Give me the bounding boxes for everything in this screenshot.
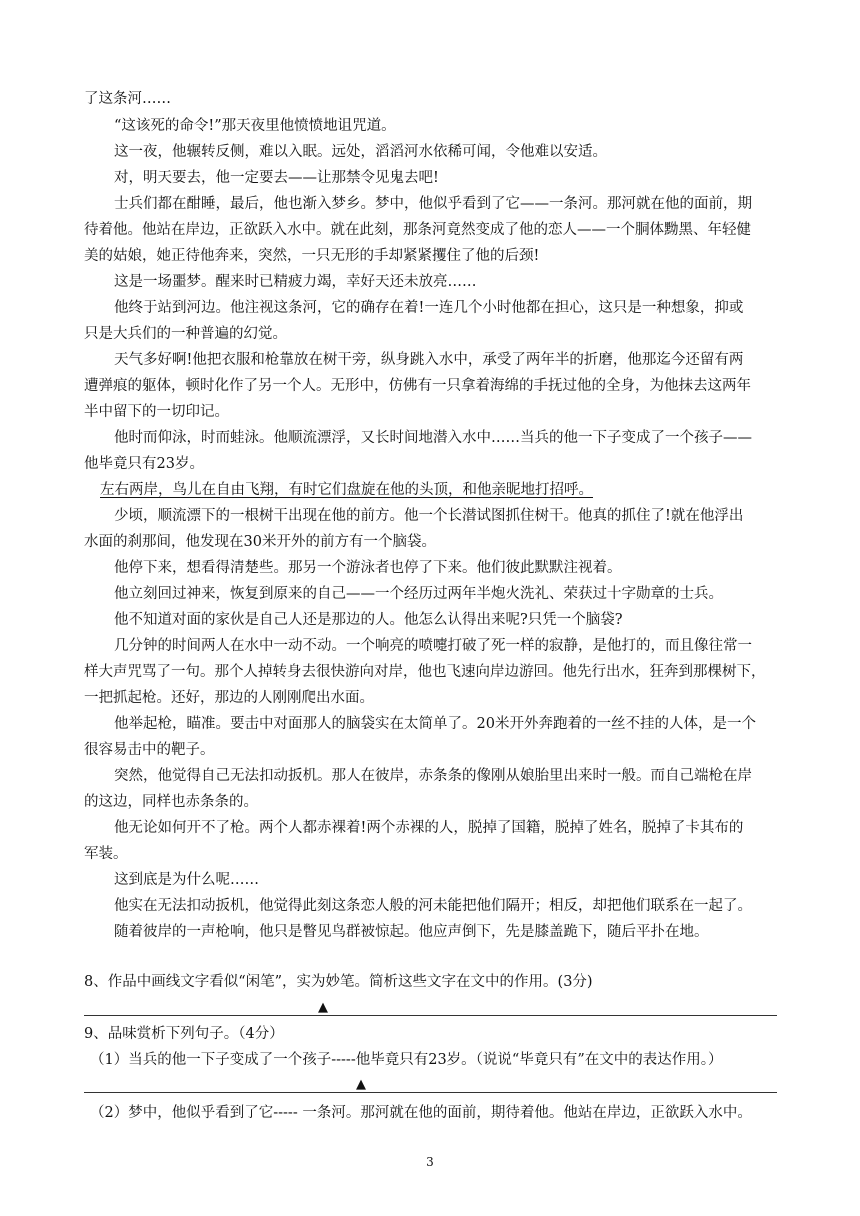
story-line: 他停下来，想看得清楚些。那另一个游泳者也停了下来。他们彼此默默注视着。	[114, 560, 622, 576]
story-line: 他举起枪，瞄准。要击中对面那人的脑袋实在太简单了。20米开外奔跑着的一丝不挂的人体，是一个	[114, 716, 756, 732]
story-line: 对，明天要去，他一定要去——让那禁令见鬼去吧!	[114, 170, 439, 186]
question-9-1: （1）当兵的他一下子变成了一个孩子-----他毕竟只有23岁。（说说“毕竟只有”在文中的表达作用。）	[90, 1052, 723, 1068]
story-line: 这到底是为什么呢……	[114, 872, 259, 888]
story-line: 他立刻回过神来，恢复到原来的自己——一个经历过两年半炮火洗礼、荣获过十字勋章的士兵。	[114, 586, 723, 602]
story-line: 很容易击中的靶子。	[84, 742, 215, 758]
story-line: 待着他。他站在岸边，正欲跃入水中。就在此刻，那条河竟然变成了他的恋人——一个胴体黝黑、年轻健	[84, 222, 751, 238]
story-line: 的这边，同样也赤条条的。	[84, 794, 258, 810]
story-line: 样大声咒骂了一句。那个人掉转身去很快游向对岸，他也飞速向岸边游回。他先行出水，狂奔到那棵树下，	[84, 664, 766, 680]
story-line: 他无论如何开不了枪。两个人都赤裸着!两个赤裸的人，脱掉了国籍，脱掉了姓名，脱掉了卡其布的	[114, 820, 744, 836]
answer-line[interactable]	[84, 1015, 777, 1016]
story-line: 士兵们都在酣睡，最后，他也渐入梦乡。梦中，他似乎看到了它——一条河。那河就在他的面前，期	[114, 196, 752, 212]
underlined-passage: 左右两岸，鸟儿在自由飞翔，有时它们盘旋在他的头顶，和他亲昵地打招呼。	[100, 482, 593, 498]
story-line: 这一夜，他辗转反侧，难以入眠。远处，滔滔河水依稀可闻，令他难以安适。	[114, 144, 607, 160]
story-line: 了这条河……	[84, 91, 171, 107]
question-9-2: （2）梦中，他似乎看到了它----- 一条河。那河就在他的面前，期待着他。他站在岸边，正欲跃入水中。	[90, 1105, 752, 1121]
story-line: 美的姑娘，她正待他奔来，突然，一只无形的手却紧紧攫住了他的后颈!	[84, 248, 540, 264]
story-line: 他毕竟只有23岁。	[84, 456, 204, 472]
question-9: 9、品味赏析下列句子。（4分）	[84, 1026, 284, 1042]
story-line: 少顷，顺流漂下的一根树干出现在他的前方。他一个长潜试图抓住树干。他真的抓住了!就在他浮出	[114, 508, 744, 524]
answer-marker-icon: ▲	[356, 1077, 366, 1092]
story-line: 天气多好啊!他把衣服和枪靠放在树干旁，纵身跳入水中，承受了两年半的折磨，他那迄今还留有两	[114, 352, 744, 368]
story-line: 水面的刹那间，他发现在30米开外的前方有一个脑袋。	[84, 534, 436, 550]
story-line: 随着彼岸的一声枪响，他只是瞥见鸟群被惊起。他应声倒下，先是膝盖跪下，随后平扑在地。	[114, 924, 709, 940]
story-line: 他不知道对面的家伙是自己人还是那边的人。他怎么认得出来呢?只凭一个脑袋?	[114, 612, 623, 628]
story-line: 军装。	[84, 846, 128, 862]
question-8: 8、作品中画线文字看似“闲笔”，实为妙笔。简析这些文字在文中的作用。(3分)	[84, 974, 593, 990]
story-line: 一把抓起枪。还好，那边的人刚刚爬出水面。	[84, 690, 374, 706]
story-line: “这该死的命令!”那天夜里他愤愤地诅咒道。	[114, 118, 396, 134]
page-number: 3	[426, 1155, 434, 1169]
story-line: 他终于站到河边。他注视这条河，它的确存在着!一连几个小时他都在担心，这只是一种想象，抑或	[114, 300, 744, 316]
story-line: 突然，他觉得自己无法扣动扳机。那人在彼岸，赤条条的像刚从娘胎里出来时一般。而自己端枪在岸	[114, 768, 752, 784]
story-line: 他实在无法扣动扳机，他觉得此刻这条恋人般的河未能把他们隔开；相反，却把他们联系在一起了。	[114, 898, 752, 914]
answer-marker-icon: ▲	[318, 1000, 328, 1015]
story-line: 半中留下的一切印记。	[84, 404, 229, 420]
story-line: 遭弹痕的躯体，顿时化作了另一个人。无形中，仿佛有一只拿着海绵的手抚过他的全身，为他抹去这两年	[84, 378, 751, 394]
story-line: 这是一场噩梦。醒来时已精疲力竭，幸好天还未放亮……	[114, 274, 477, 290]
story-line: 几分钟的时间两人在水中一动不动。一个响亮的喷嚏打破了死一样的寂静，是他打的，而且像往常一	[114, 638, 752, 654]
answer-line[interactable]	[84, 1092, 777, 1093]
story-line: 只是大兵们的一种普遍的幻觉。	[84, 326, 287, 342]
story-line: 他时而仰泳，时而蛙泳。他顺流漂浮，又长时间地潜入水中……当兵的他一下子变成了一个孩子——	[114, 430, 752, 446]
